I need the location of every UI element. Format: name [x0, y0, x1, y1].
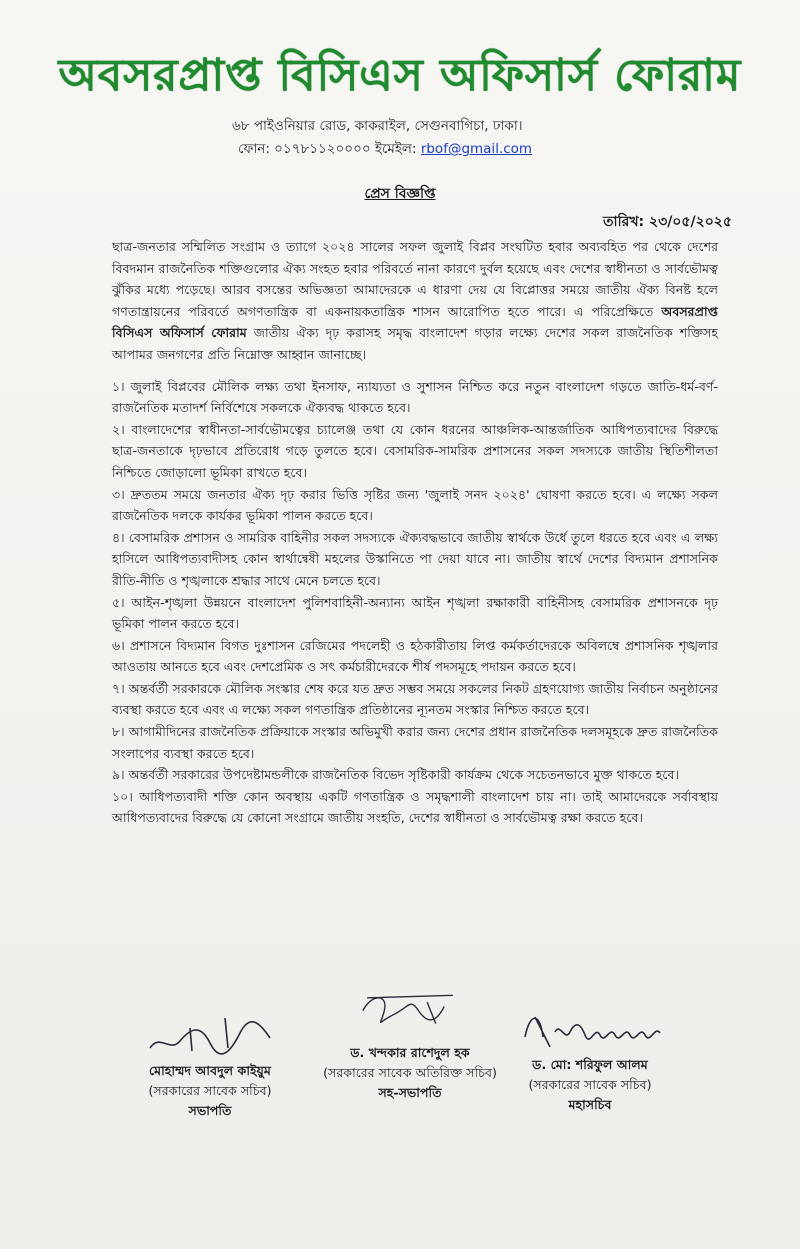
handwritten-signature-3	[505, 997, 675, 1057]
intro-paragraph	[112, 236, 718, 366]
contact-phone-label: ফোন: ০১৭৮১১২০০০০ ইমেইল:	[238, 141, 417, 157]
signatory-name: মোহাম্মদ আবদুল কাইয়ুম	[149, 1063, 271, 1078]
demand-item-9: ৯। অন্তর্বর্তী সরকারের উপদেষ্টামন্ডলীকে রাজনৈতিক বিভেদ সৃষ্টিকারী কার্যক্রম থেকে সচেতনভাবে মুক্ত থাকতে হবে।	[112, 767, 679, 783]
letterhead-address: ৬৮ পাইওনিয়ার রোড, কাকরাইল, সেগুনবাগিচা, ঢাকা।	[232, 118, 523, 134]
intro-text-part1: ছাত্র-জনতার সম্মিলিত সংগ্রাম ও ত্যাগে ২০২৪ সালের সফল জুলাই বিপ্লব সংঘটিত হবার অব্যবহিত পর থেকে দেশের বিবদমান রাজনৈতিক শক্তিগুলোর ঐক্য সংহত হবার পরিবর্তে নানা কারণে দুর্বল হয়েছে এবং দেশের স্বাধীনতা ও সার্বভৌমত্ব ঝুঁকির মধ্যে পড়েছে। আরব বসন্তের অভিজ্ঞতা আমাদেরকে এ ধারণা দেয় যে বিপ্লোত্তর সময়ে জাতীয় ঐক্য বিনষ্ট হলে গণতান্ত্রায়নের পরিবর্তে অগণতান্ত্রিক বা একনায়কতান্ত্রিক শাসন আরোপিত হতে পারে। এ পরিপ্রেক্ষিতে	[112, 239, 718, 319]
press-release-title: প্রেস বিজ্ঞপ্তি	[364, 186, 436, 202]
signatory-vice-president	[300, 985, 520, 1105]
demand-item-6: ৬। প্রশাসনে বিদ্যমান বিগত দুঃশাসন রেজিমের পদলেহী ও হঠকারীতায় লিপ্ত কর্মকর্তাদেরকে অবিলম্বে প্রশাসনিক শৃঙ্খলার আওতায় আনতে হবে এবং দেশপ্রেমিক ও সৎ কর্মচারীদেরকে শীর্ষ পদসমূহে পদায়ন করতে হবে।	[112, 637, 718, 675]
signatory-role: সহ-সভাপতি	[378, 1085, 442, 1100]
signatory-role: মহাসচিব	[568, 1097, 612, 1112]
signatory-role: সভাপতি	[188, 1103, 232, 1118]
signatory-name: ড. মো: শরিফুল আলম	[532, 1057, 648, 1072]
contact-email-link[interactable]: rbof@gmail.com	[420, 141, 533, 157]
handwritten-signature-2	[330, 985, 490, 1045]
demands-list	[112, 376, 718, 829]
demand-item-2: ২। বাংলাদেশের স্বাধীনতা-সার্বভৌমত্বের চ্যালেঞ্জ তথা যে কোন ধরনের আঞ্চলিক-আন্তর্জাতিক আধিপত্যবাদের বিরুদ্ধে ছাত্র-জনতাকে দৃঢ়ভাবে প্রতিরোধ গড়ে তুলতে হবে। বেসামরিক-সামরিক প্রশাসনের সকল সদস্যকে জাতীয় স্থিতিশীলতা নিশ্চিতে জোড়ালো ভূমিকা রাখতে হবে।	[112, 421, 718, 480]
demand-item-4: ৪। বেসামরিক প্রশাসন ও সামরিক বাহিনীর সকল সদস্যকে ঐক্যবদ্ধভাবে জাতীয় স্বার্থকে উর্ধে তুলে ধরতে হবে এবং এ লক্ষ্য হাসিলে আধিপত্যবাদীসহ কোন স্বার্থান্বেষী মহলের উস্কানিতে পা দেয়া যাবে না। জাতীয় স্বার্থে দেশের বিদ্যমান প্রশাসনিক রীতি-নীতি ও শৃঙ্খলাকে শ্রদ্ধার সাথে মেনে চলতে হবে।	[112, 529, 718, 588]
signatory-president	[110, 995, 310, 1123]
signatory-secretary-general	[490, 993, 690, 1117]
demand-item-5: ৫। আইন-শৃঙ্খলা উন্নয়নে বাংলাদেশ পুলিশবাহিনী-অন্যান্য আইন শৃঙ্খলা রক্ষাকারী বাহিনীসহ বেসামরিক প্রশাসনকে দৃঢ় ভূমিকা পালন করতে হবে।	[112, 594, 718, 632]
letterhead-org-name: অবসরপ্রাপ্ত বিসিএস অফিসার্স ফোরাম	[58, 50, 742, 101]
press-release-body	[112, 236, 718, 829]
handwritten-signature-1	[130, 1003, 290, 1063]
intro-text-part2: জাতীয় ঐক্য দৃঢ় করাসহ সমৃদ্ধ বাংলাদেশ গড়ার লক্ষ্যে দেশের সকল রাজনৈতিক শক্তিসহ আপামর জনগণের প্রতি নিম্নোক্ত আহ্বান জানাচ্ছে।	[112, 325, 718, 362]
signatory-name: ড. খন্দকার রাশেদুল হক	[350, 1045, 470, 1060]
signature-block	[0, 985, 800, 1135]
intro-org-name: অবসরপ্রাপ্ত বিসিএস অফিসার্স ফোরাম	[112, 303, 718, 341]
signatory-title: (সরকারের সাবেক সচিব)	[148, 1083, 272, 1098]
demand-item-1: ১। জুলাই বিপ্লবের মৌলিক লক্ষ্য তথা ইনসাফ, ন্যায্যতা ও সুশাসন নিশ্চিত করে নতুন বাংলাদেশ গড়তে জাতি-ধর্ম-বর্ণ-রাজনৈতিক মতাদর্শ নির্বিশেষে সকলকে ঐক্যবদ্ধ থাকতে হবে।	[112, 378, 718, 416]
press-release-date: তারিখ: ২৩/০৫/২০২৫	[603, 214, 732, 230]
demand-item-8: ৮। আগামীদিনের রাজনৈতিক প্রক্রিয়াকে সংস্কার অভিমুখী করার জন্য দেশের প্রধান রাজনৈতিক দলসমূহকে দ্রুত রাজনৈতিক সংলাপের ব্যবস্থা করতে হবে।	[112, 724, 718, 761]
signatory-title: (সরকারের সাবেক অতিরিক্ত সচিব)	[323, 1065, 497, 1080]
demand-item-10: ১০। আধিপত্যবাদী শক্তি কোন অবস্থায় একটি গণতান্ত্রিক ও সমৃদ্ধশালী বাংলাদেশ চায় না। তাই আমাদেরকে সর্বাবস্থায় আধিপত্যবাদের বিরুদ্ধে যে কোনো সংগ্রামে জাতীয় সংহতি, দেশের স্বাধীনতা ও সার্বভৌমত্ব রক্ষা করতে হবে।	[112, 788, 718, 826]
demand-item-3: ৩। দ্রুততম সময়ে জনতার ঐক্য দৃঢ় করার ভিত্তি সৃষ্টির জন্য 'জুলাই সনদ ২০২৪' ঘোষণা করতে হবে। এ লক্ষ্যে সকল রাজনৈতিক দলকে কার্যকর ভূমিকা পালন করতে হবে।	[112, 486, 718, 524]
letterhead-contact	[238, 138, 798, 161]
signatory-title: (সরকারের সাবেক সচিব)	[528, 1077, 652, 1092]
demand-item-7: ৭। অন্তর্বর্তী সরকারকে মৌলিক সংস্কার শেষ করে যত দ্রুত সম্ভব সময়ে সকলের নিকট গ্রহণযোগ্য জাতীয় নির্বাচন অনুষ্ঠানের ব্যবস্থা করতে হবে এবং এ লক্ষ্যে সকল গণতান্ত্রিক প্রতিষ্ঠানের ন্যূনতম সংস্কার নিশ্চিত করতে হবে।	[112, 680, 718, 718]
